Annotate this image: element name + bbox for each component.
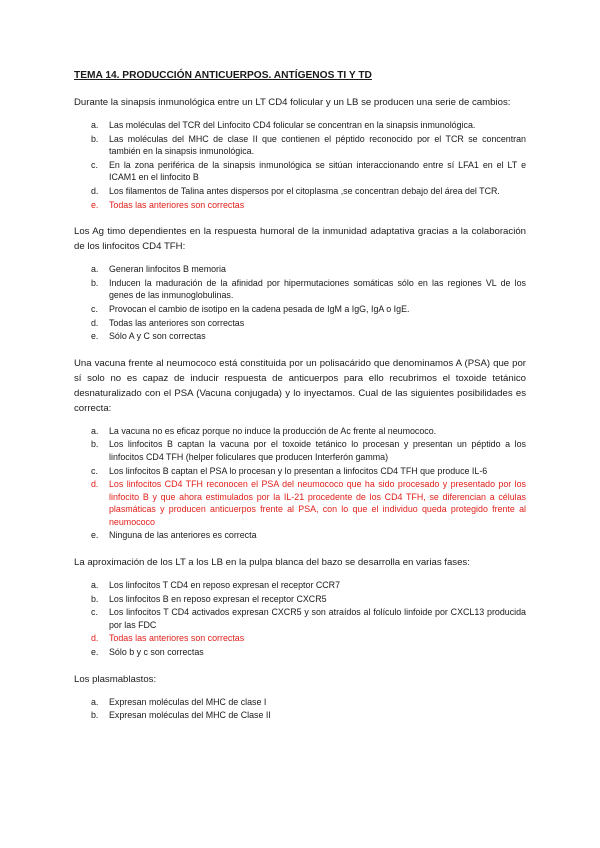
option-4a: a. Los linfocitos T CD4 en reposo expresan el receptor CCR7 bbox=[91, 580, 341, 591]
option-4e: e. Sólo b y c son correctas bbox=[91, 647, 204, 658]
option-1a: a. Las moléculas del TCR del Linfocito CD4 folicular se concentran en la sinapsis inmunológica. bbox=[91, 120, 476, 130]
question-4-text: La aproximación de los LT a los LB en la pulpa blanca del bazo se desarrolla en varias fases: bbox=[74, 557, 470, 569]
option-2c: c. Provocan el cambio de isotipo en la cadena pesada de IgM a IgG, IgA o IgE. bbox=[91, 303, 410, 314]
option-3a: a. La vacuna no es eficaz porque no induce la producción de Ac frente al neumococo. bbox=[91, 425, 437, 436]
option-2e: e. Sólo A y C son correctas bbox=[91, 331, 206, 342]
document-title: TEMA 14. PRODUCCIÓN ANTICUERPOS. ANTÍGENOS TI Y TD bbox=[74, 70, 372, 81]
document-page bbox=[74, 70, 526, 735]
question-1-text: Durante la sinapsis inmunológica entre un LT CD4 folicular y un LB se producen una serie de cambios: bbox=[74, 97, 511, 108]
option-3d-correct: d. Los linfocitos CD4 TFH reconocen el PSA del neumococo que ha sido procesado y presentado por los linfocito B y que ahora estimulados por la IL-21 procedente de los CD4 TFH, se diferencian a células plasmáticas y producen anticuerpos frente al PSA, con lo que el individuo queda protegido frente al neumococo bbox=[91, 479, 526, 527]
option-2a: a. Generan linfocitos B memoria bbox=[91, 264, 226, 275]
question-5-text: Los plasmablastos: bbox=[74, 673, 157, 685]
option-4b: b. Los linfocitos B en reposo expresan el receptor CXCR5 bbox=[91, 593, 327, 604]
question-3-text: Una vacuna frente al neumococo está constituida por un polisacárido que denominamos A (PSA) que por sí solo no es capaz de inducir respuesta de anticuerpos para ello recubrimos el toxoide tetánico desnaturalizado con el PSA (Vacuna conjugada) y lo inyectamos. Cual de las siguientes posibilidades es correcta: bbox=[74, 357, 526, 414]
question-2-options bbox=[74, 263, 526, 343]
option-1d: d. Los filamentos de Talina antes dispersos por el citoplasma ,se concentran debajo del área del TCR. bbox=[91, 185, 500, 196]
question-5-options bbox=[74, 696, 526, 722]
option-3c: c. Los linfocitos B captan el PSA lo procesan y lo presentan a linfocitos CD4 TFH que produce IL-6 bbox=[91, 465, 488, 476]
option-3e: e. Ninguna de las anteriores es correcta bbox=[91, 530, 257, 541]
option-4d-correct: d. Todas las anteriores son correctas bbox=[91, 633, 245, 644]
option-2b: b. Inducen la maduración de la afinidad por hipermutaciones somáticas sólo en las regiones VL de los genes de las inmunoglobulinas. bbox=[91, 277, 526, 301]
option-5a: a. Expresan moléculas del MHC de clase I bbox=[91, 696, 267, 707]
question-3-options bbox=[74, 425, 526, 542]
option-1b: b. Las moléculas del MHC de clase II que contienen el péptido reconocido por el TCR se concentran también en la sinapsis inmunológica. bbox=[91, 133, 526, 157]
option-1c: c. En la zona periférica de la sinapsis inmunológica se sitúan interaccionando entre sí LFA1 en el LT e ICAM1 en el linfocito B bbox=[91, 159, 526, 183]
question-2-text: Los Ag timo dependientes en la respuesta humoral de la inmunidad adaptativa gracias a la colaboración de los linfocitos CD4 TFH: bbox=[74, 226, 526, 253]
question-1-options bbox=[74, 119, 526, 211]
option-5b: b. Expresan moléculas del MHC de Clase II bbox=[91, 710, 271, 721]
option-1e-correct: e. Todas las anteriores son correctas bbox=[91, 199, 245, 210]
question-4-options bbox=[74, 579, 526, 659]
option-2d: d. Todas las anteriores son correctas bbox=[91, 317, 245, 328]
option-4c: c. Los linfocitos T CD4 activados expresan CXCR5 y son atraídos al folículo linfoide por CXCL13 producida por las FDC bbox=[91, 607, 526, 630]
option-3b: b. Los linfocitos B captan la vacuna por el toxoide tetánico lo procesan y presentan un péptido a los linfocitos CD4 TFH (helper foliculares que producen Interferón gamma) bbox=[91, 439, 526, 462]
